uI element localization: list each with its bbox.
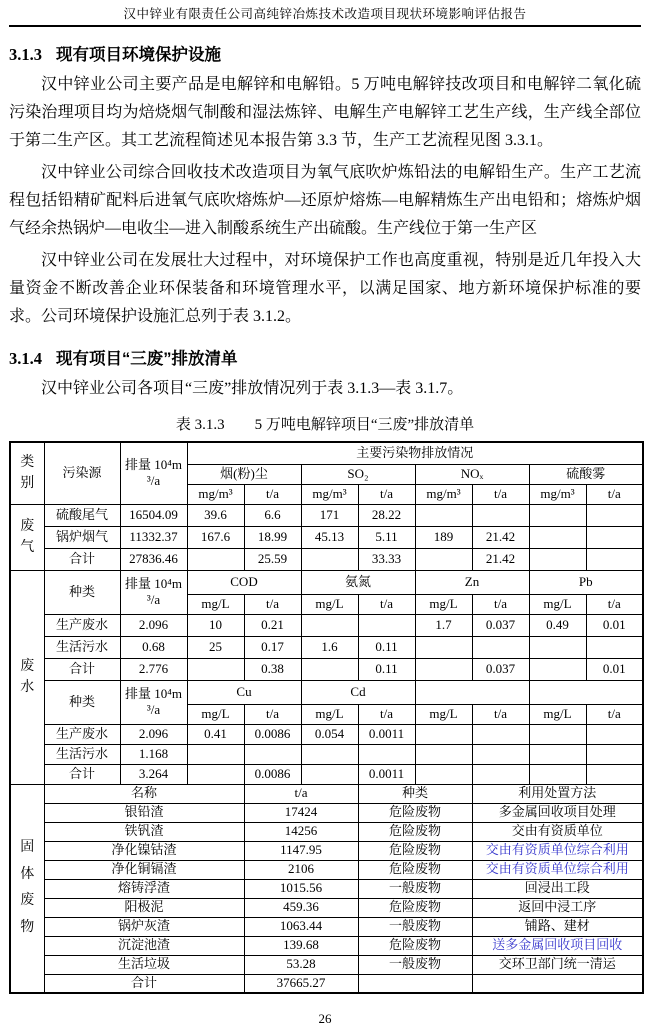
cell: 锅炉灰渣	[44, 917, 244, 936]
cell: 10	[187, 614, 244, 636]
cell: 53.28	[244, 955, 358, 974]
solid-row	[10, 879, 643, 898]
gas-row	[10, 526, 643, 548]
cell	[415, 636, 472, 658]
cell: 139.68	[244, 936, 358, 955]
cell: 1.168	[120, 744, 187, 764]
pollutant-header-cell	[415, 680, 529, 704]
cell	[301, 548, 358, 570]
pollutant-header-cell: 硫酸雾	[529, 464, 643, 484]
cell: 459.36	[244, 898, 358, 917]
cell	[415, 658, 472, 680]
unit-cell: t/a	[586, 704, 643, 724]
kind-header-cell: 种类	[44, 680, 120, 724]
cell	[529, 724, 586, 744]
solid-row	[10, 803, 643, 822]
cell	[472, 636, 529, 658]
cell: 阳极泥	[44, 898, 244, 917]
cell: 危险废物	[358, 803, 472, 822]
cell	[358, 744, 415, 764]
paragraph-1: 汉中锌业公司主要产品是电解锌和电解铅。5 万吨电解锌技改项目和电解锌二氧化硫污染治理项目均为焙烧烟气制酸和湿法炼锌、电解生产电解锌工艺生产线，生产线全部位于第二生产区。其工艺流程简述见本报告第 3.3 节，生产工艺流程见图 3.3.1。	[9, 76, 641, 149]
unit-cell: t/a	[358, 594, 415, 614]
volume-header-cell: 排量 10⁴m³/a	[120, 442, 187, 504]
water-subheader-row	[10, 570, 643, 594]
solid-row	[10, 860, 643, 879]
water-section-label: 废水	[10, 570, 44, 784]
cell	[415, 744, 472, 764]
gas-section-label: 废气	[10, 504, 44, 570]
solid-method-header: 利用处置方法	[472, 784, 643, 803]
cell: 一般废物	[358, 917, 472, 936]
cell: 0.49	[529, 614, 586, 636]
disposal-link[interactable]: 送多金属回收项目回收	[472, 936, 643, 955]
source-header-cell: 污染源	[44, 442, 120, 504]
pollutant-header-cell: Pb	[529, 570, 643, 594]
cell: 生产废水	[44, 614, 120, 636]
cell	[586, 764, 643, 784]
pollutant-header-cell: COD	[187, 570, 301, 594]
section-number: 3.1.4	[9, 349, 42, 368]
unit-cell: t/a	[358, 704, 415, 724]
cell	[187, 744, 244, 764]
cell: 171	[301, 504, 358, 526]
cell: 回浸出工段	[472, 879, 643, 898]
cell: 28.22	[358, 504, 415, 526]
cell: 11332.37	[120, 526, 187, 548]
cell: 生活污水	[44, 744, 120, 764]
water-row	[10, 614, 643, 636]
unit-cell: mg/L	[529, 594, 586, 614]
main-header-cell: 主要污染物排放情况	[187, 442, 643, 464]
cell: 1.6	[301, 636, 358, 658]
unit-cell: t/a	[472, 484, 529, 504]
cell	[415, 724, 472, 744]
cell: 25.59	[244, 548, 301, 570]
solid-section-label: 固体废物	[10, 784, 44, 993]
cell: 45.13	[301, 526, 358, 548]
unit-cell: t/a	[244, 704, 301, 724]
cell	[586, 744, 643, 764]
gas-row	[10, 504, 643, 526]
water-total-row	[10, 764, 643, 784]
cell: 危险废物	[358, 841, 472, 860]
cell: 2106	[244, 860, 358, 879]
cell	[187, 764, 244, 784]
cell: 14256	[244, 822, 358, 841]
cell	[586, 526, 643, 548]
cell: 1147.95	[244, 841, 358, 860]
cell: 铺路、建材	[472, 917, 643, 936]
cell: 0.01	[586, 658, 643, 680]
solid-header-row	[10, 784, 643, 803]
water-total-row	[10, 658, 643, 680]
cell: 合计	[44, 548, 120, 570]
cell: 硫酸尾气	[44, 504, 120, 526]
cell: 净化镍钴渣	[44, 841, 244, 860]
cell: 熔铸浮渣	[44, 879, 244, 898]
cell: 33.33	[358, 548, 415, 570]
paragraph-3: 汉中锌业公司在发展壮大过程中，对环境保护工作也高度重视，特别是近几年投入大量资金不断改善企业环保装备和环境管理水平，以满足国家、地方新环境保护标准的要求。公司环境保护设施汇总列于表 3.1.2。	[9, 252, 641, 325]
cell: 0.037	[472, 614, 529, 636]
solid-amount-header: t/a	[244, 784, 358, 803]
cell: 0.21	[244, 614, 301, 636]
cell: 交环卫部门统一清运	[472, 955, 643, 974]
water-row	[10, 744, 643, 764]
cell	[187, 548, 244, 570]
cell: 0.0086	[244, 764, 301, 784]
cell: 危险废物	[358, 822, 472, 841]
paragraph-2: 汉中锌业公司综合回收技术改造项目为氧气底吹炉炼铅法的电解铅生产。生产工艺流程包括铅精矿配料后进氧气底吹熔炼炉—还原炉熔炼—电解精炼生产出电铅和；熔炼炉烟气经余热锅炉—电收尘—进入制酸系统生产出硫酸。生产线位于第一生产区	[9, 164, 641, 237]
unit-cell: mg/L	[415, 704, 472, 724]
cell: 0.0011	[358, 724, 415, 744]
cell	[586, 504, 643, 526]
cell: 1015.56	[244, 879, 358, 898]
cell	[301, 658, 358, 680]
cell: 危险废物	[358, 898, 472, 917]
pollutant-header-cell: Zn	[415, 570, 529, 594]
pollutant-header-cell: Cd	[301, 680, 415, 704]
category-header-cell: 类别	[10, 442, 44, 504]
cell: 1063.44	[244, 917, 358, 936]
report-header-title: 汉中锌业有限责任公司高纯锌冶炼技术改造项目现状环境影响评估报告	[123, 7, 527, 21]
water-subheader-row	[10, 680, 643, 704]
cell: 16504.09	[120, 504, 187, 526]
cell: 0.68	[120, 636, 187, 658]
cell	[472, 724, 529, 744]
unit-cell: mg/m³	[529, 484, 586, 504]
pollutant-header-cell: 氨氮	[301, 570, 415, 594]
cell	[301, 744, 358, 764]
unit-cell: mg/m³	[187, 484, 244, 504]
cell: 37665.27	[244, 974, 358, 993]
unit-cell: mg/L	[301, 594, 358, 614]
page-number: 26	[318, 1011, 332, 1026]
unit-cell: t/a	[586, 594, 643, 614]
cell: 银铅渣	[44, 803, 244, 822]
cell: 0.17	[244, 636, 301, 658]
unit-cell: t/a	[358, 484, 415, 504]
cell: 2.096	[120, 724, 187, 744]
cell	[529, 636, 586, 658]
table-title: 表 3.1.3 5 万吨电解锌项目“三废”排放清单	[175, 417, 475, 433]
cell: 0.037	[472, 658, 529, 680]
cell: 合计	[44, 764, 120, 784]
cell: 0.41	[187, 724, 244, 744]
cell: 25	[187, 636, 244, 658]
cell: 5.11	[358, 526, 415, 548]
cell: 3.264	[120, 764, 187, 784]
paragraph-4: 汉中锌业公司各项目“三废”排放情况列于表 3.1.3—表 3.1.7。	[41, 380, 464, 397]
disposal-link[interactable]: 交由有资质单位综合利用	[472, 841, 643, 860]
table-header-row	[10, 442, 643, 464]
cell	[586, 636, 643, 658]
pollutant-header-cell: Cu	[187, 680, 301, 704]
cell: 返回中浸工序	[472, 898, 643, 917]
solid-row	[10, 936, 643, 955]
cell: 6.6	[244, 504, 301, 526]
cell: 167.6	[187, 526, 244, 548]
cell	[358, 614, 415, 636]
water-row	[10, 636, 643, 658]
solid-name-header: 名称	[44, 784, 244, 803]
cell	[472, 504, 529, 526]
cell	[529, 744, 586, 764]
cell: 生活垃圾	[44, 955, 244, 974]
unit-cell: t/a	[244, 484, 301, 504]
volume-header-cell: 排量 10⁴m³/a	[120, 570, 187, 614]
volume-header-cell: 排量 10⁴m³/a	[120, 680, 187, 724]
cell: 合计	[44, 658, 120, 680]
cell	[529, 526, 586, 548]
cell	[415, 548, 472, 570]
cell	[529, 658, 586, 680]
unit-cell: mg/L	[187, 704, 244, 724]
cell: 危险废物	[358, 860, 472, 879]
cell: 18.99	[244, 526, 301, 548]
cell: 21.42	[472, 526, 529, 548]
section-heading-313	[9, 41, 641, 65]
unit-cell: t/a	[472, 704, 529, 724]
cell: 锅炉烟气	[44, 526, 120, 548]
solid-row	[10, 917, 643, 936]
cell	[301, 764, 358, 784]
cell: 合计	[44, 974, 244, 993]
cell: 多金属回收项目处理	[472, 803, 643, 822]
cell: 21.42	[472, 548, 529, 570]
cell	[586, 548, 643, 570]
cell: 39.6	[187, 504, 244, 526]
unit-cell: t/a	[244, 594, 301, 614]
cell	[472, 974, 643, 993]
pollutant-header-cell: NOₓ	[415, 464, 529, 484]
cell: 17424	[244, 803, 358, 822]
cell	[529, 504, 586, 526]
unit-cell: mg/m³	[415, 484, 472, 504]
emission-inventory-table	[9, 441, 644, 994]
cell: 189	[415, 526, 472, 548]
section-title: 现有项目“三废”排放清单	[56, 350, 238, 368]
solid-row	[10, 822, 643, 841]
unit-cell: t/a	[586, 484, 643, 504]
disposal-link[interactable]: 交由有资质单位综合利用	[472, 860, 643, 879]
cell: 一般废物	[358, 879, 472, 898]
section-number: 3.1.3	[9, 45, 42, 64]
cell	[472, 744, 529, 764]
pollutant-header-cell: 烟(粉)尘	[187, 464, 301, 484]
cell: 生活污水	[44, 636, 120, 658]
cell	[244, 744, 301, 764]
section-heading-314	[9, 345, 641, 369]
water-row	[10, 724, 643, 744]
pollutant-header-cell: SO₂	[301, 464, 415, 484]
cell: 1.7	[415, 614, 472, 636]
gas-total-row	[10, 548, 643, 570]
cell: 生产废水	[44, 724, 120, 744]
solid-row	[10, 841, 643, 860]
cell	[187, 658, 244, 680]
cell	[301, 614, 358, 636]
cell	[472, 764, 529, 784]
cell	[586, 724, 643, 744]
cell: 0.01	[586, 614, 643, 636]
solid-total-row	[10, 974, 643, 993]
cell	[415, 504, 472, 526]
unit-cell: mg/L	[187, 594, 244, 614]
cell: 27836.46	[120, 548, 187, 570]
solid-row	[10, 955, 643, 974]
cell: 一般废物	[358, 955, 472, 974]
unit-cell: mg/L	[529, 704, 586, 724]
cell: 2.776	[120, 658, 187, 680]
cell: 0.0086	[244, 724, 301, 744]
cell: 2.096	[120, 614, 187, 636]
unit-cell: mg/L	[415, 594, 472, 614]
cell: 铁钒渣	[44, 822, 244, 841]
unit-cell: mg/L	[301, 704, 358, 724]
unit-cell: mg/m³	[301, 484, 358, 504]
cell: 0.054	[301, 724, 358, 744]
header-rule	[9, 25, 641, 27]
cell	[415, 764, 472, 784]
cell: 0.11	[358, 658, 415, 680]
cell	[529, 548, 586, 570]
solid-row	[10, 898, 643, 917]
cell: 交由有资质单位	[472, 822, 643, 841]
cell: 0.0011	[358, 764, 415, 784]
cell: 危险废物	[358, 936, 472, 955]
section-title: 现有项目环境保护设施	[56, 46, 221, 64]
cell: 0.38	[244, 658, 301, 680]
kind-header-cell: 种类	[44, 570, 120, 614]
cell: 0.11	[358, 636, 415, 658]
cell	[358, 974, 472, 993]
unit-cell: t/a	[472, 594, 529, 614]
pollutant-header-cell	[529, 680, 643, 704]
cell: 沉淀池渣	[44, 936, 244, 955]
cell: 净化铜镉渣	[44, 860, 244, 879]
cell	[529, 764, 586, 784]
solid-kind-header: 种类	[358, 784, 472, 803]
